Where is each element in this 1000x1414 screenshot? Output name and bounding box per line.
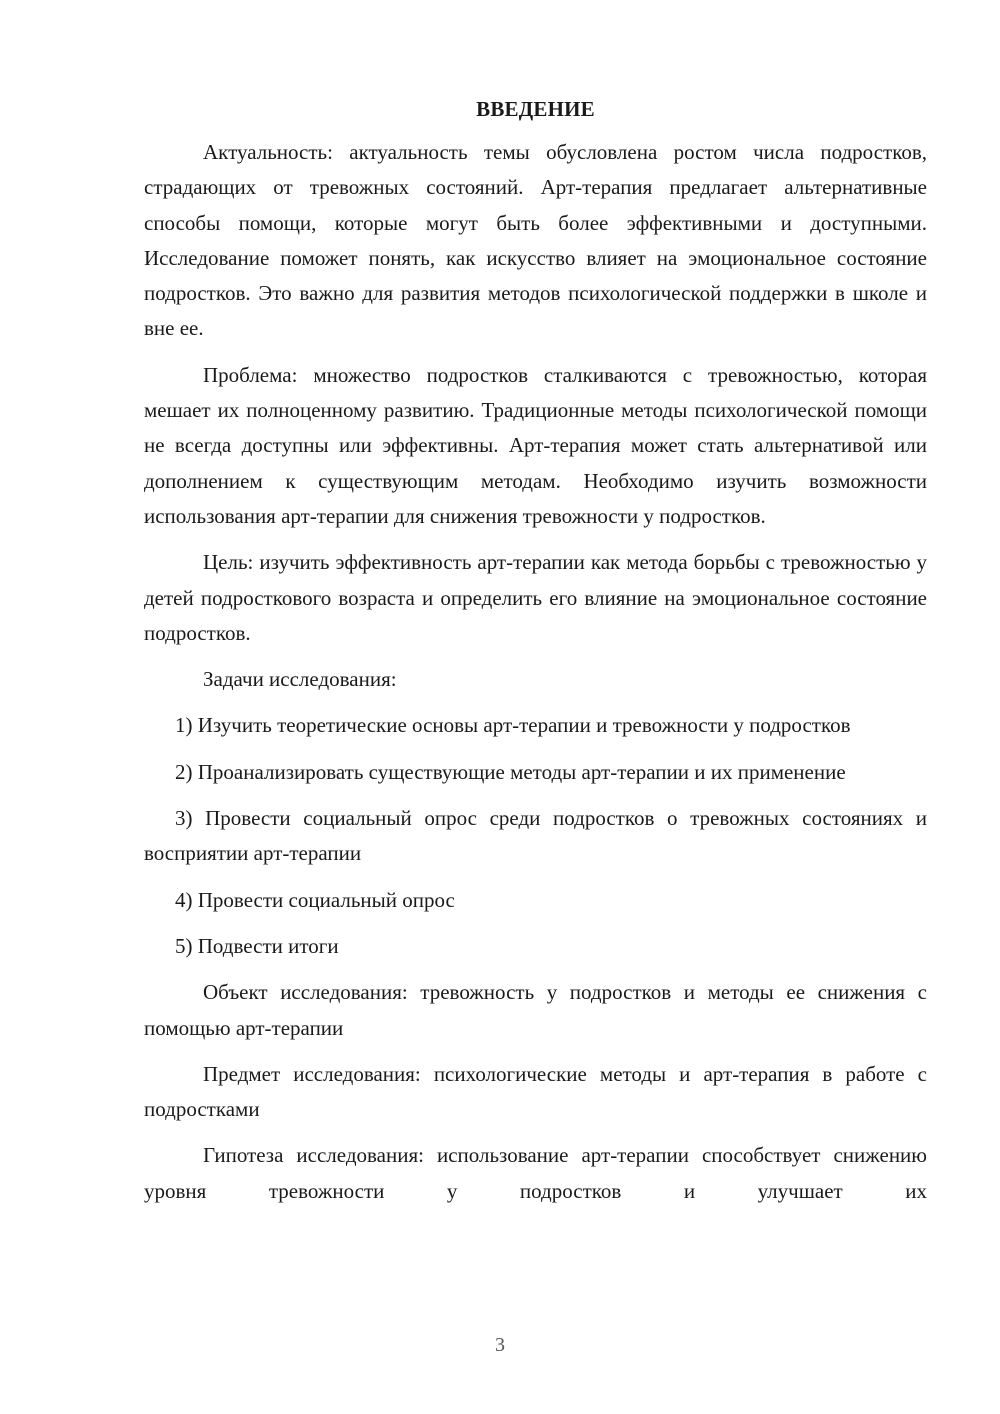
page-number: 3 bbox=[495, 1334, 505, 1356]
subject-paragraph: Предмет исследования: психологические методы и арт-терапия в работе с подростками bbox=[144, 1061, 927, 1122]
tasks-heading: Задачи исследования: bbox=[203, 667, 397, 692]
task-item: 1) Изучить теоретические основы арт-терапии и тревожности у подростков bbox=[175, 713, 851, 738]
task-item: 2) Проанализировать существующие методы арт-терапии и их применение bbox=[175, 759, 846, 784]
object-paragraph: Объект исследования: тревожность у подростков и методы ее снижения с помощью арт-терапии bbox=[144, 980, 927, 1040]
problem-paragraph: Проблема: множество подростков сталкиваются с тревожностью, которая мешает их полноценному развитию. Традиционные методы психологической помощи не всегда доступны или эффективны. Арт-терапия может стать альтернативой или дополнением к существующим методам. Необходимо изучить возможности использования арт-терапии для снижения тревожности у подростков. bbox=[144, 362, 927, 528]
document-page bbox=[144, 92, 927, 1209]
task-item: 5) Подвести итоги bbox=[175, 933, 339, 958]
task-item: 3) Провести социальный опрос среди подростков о тревожных состояниях и восприятии арт-терапии bbox=[144, 806, 927, 866]
task-item: 4) Провести социальный опрос bbox=[175, 887, 455, 912]
section-title: ВВЕДЕНИЕ bbox=[476, 97, 595, 121]
goal-paragraph: Цель: изучить эффективность арт-терапии как метода борьбы с тревожностью у детей подросткового возраста и определить его влияние на эмоциональное состояние подростков. bbox=[144, 550, 927, 645]
hypothesis-paragraph: Гипотеза исследования: использование арт-терапии способствует снижению уровня тревожности у подростков и улучшает их bbox=[144, 1143, 927, 1203]
relevance-paragraph: Актуальность: актуальность темы обусловлена ростом числа подростков, страдающих от тревожных состояний. Арт-терапия предлагает альтернативные способы помощи, которые могут быть более эффективными и доступными. Исследование поможет понять, как искусство влияет на эмоциональное состояние подростков. Это важно для развития методов психологической поддержки в школе и вне ее. bbox=[144, 140, 927, 341]
